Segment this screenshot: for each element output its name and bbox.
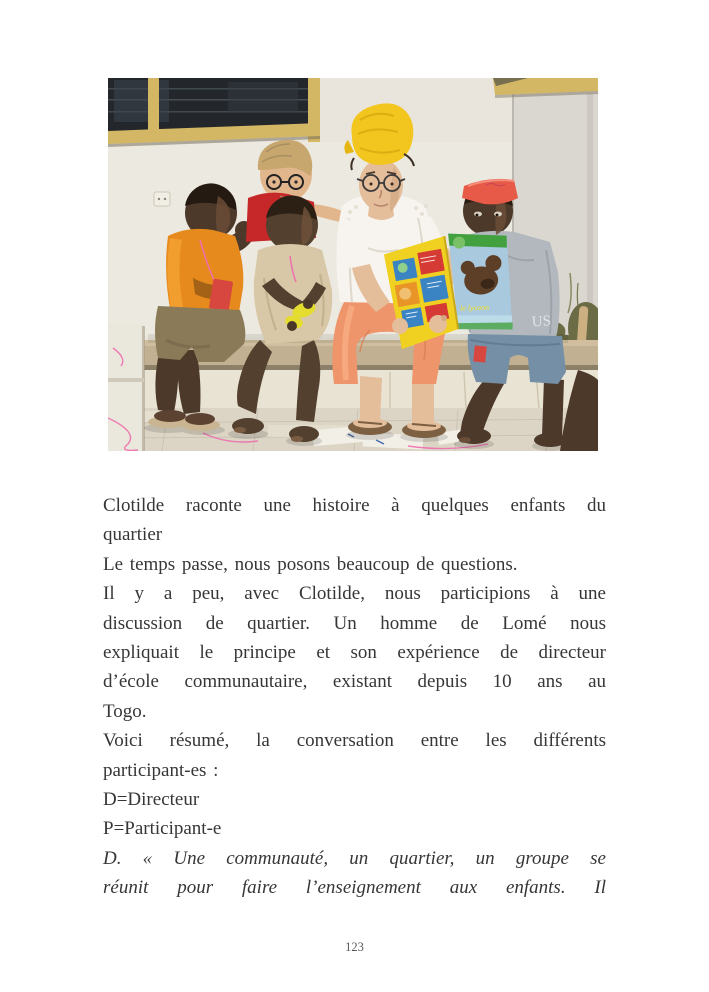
paragraph-line: discussion de quartier. Un homme de Lomé nous (103, 612, 606, 634)
electrical-socket (154, 192, 170, 206)
paragraph-line: quartier (103, 524, 163, 546)
louvred-window (108, 78, 320, 147)
hand (392, 318, 408, 334)
paragraph-line: Togo. (103, 700, 147, 722)
paragraph-line: participant-es : (103, 759, 219, 781)
paragraph-line: d’école communautaire, existant depuis 10 ans au (103, 671, 606, 693)
body-text (103, 491, 606, 903)
paragraph-line: Le temps passe, nous posons beaucoup de questions. (103, 553, 518, 575)
photo-illustration (108, 78, 598, 451)
paragraph-line: expliquait le principe et son expérience de directeur (103, 642, 606, 664)
paragraph-line: P=Participant-e (103, 818, 222, 840)
shirt-letters: US (531, 313, 552, 331)
page-number: 123 (345, 940, 364, 954)
paragraph-line-italic: D. « Une communauté, un quartier, un groupe se (103, 847, 606, 869)
paragraph-line: Clotilde raconte une histoire à quelques enfants du (103, 495, 606, 516)
paragraph-line-italic: réunit pour faire l’enseignement aux enfants. Il (103, 877, 606, 899)
photo-children-reading (108, 78, 598, 451)
book-title: le lycaon (459, 302, 490, 313)
paragraph-line: Il y a peu, avec Clotilde, nous participions à une (103, 583, 606, 605)
paragraph-line: D=Directeur (103, 789, 200, 811)
paragraph-line: Voici résumé, la conversation entre les différents (103, 730, 606, 752)
